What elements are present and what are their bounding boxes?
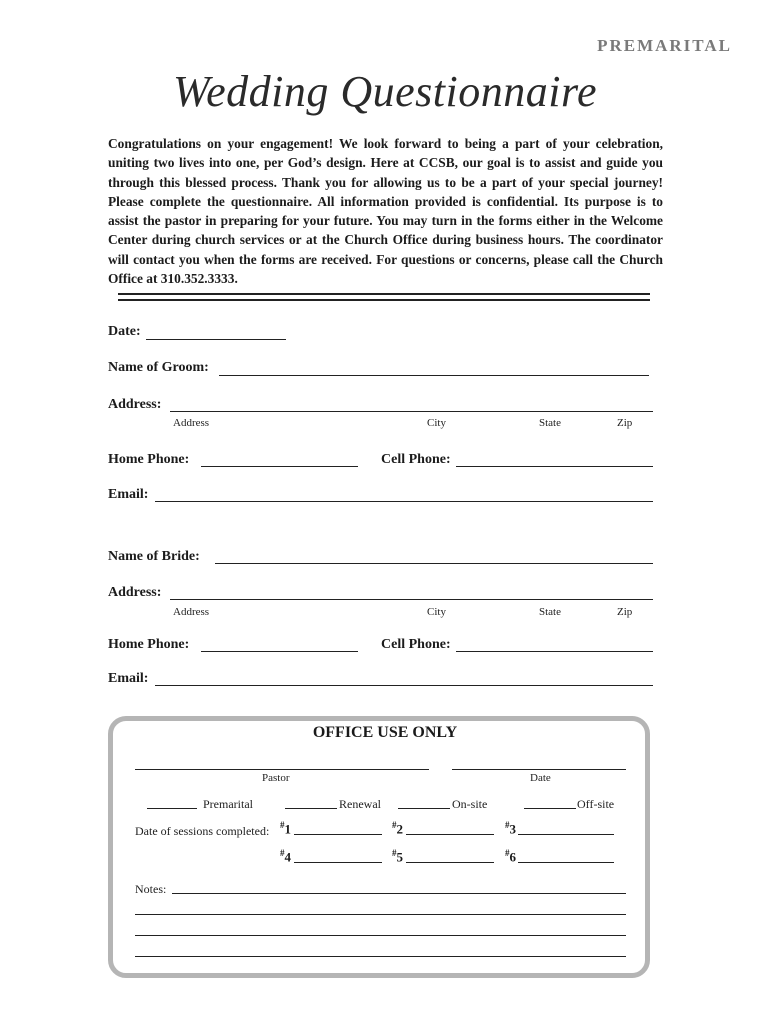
bride-name-label: Name of Bride: xyxy=(108,549,200,564)
pastor-caption: Pastor xyxy=(262,772,290,784)
groom-cell-phone-label: Cell Phone: xyxy=(381,452,451,467)
divider-rule xyxy=(118,299,650,301)
premarital-checkline[interactable] xyxy=(147,808,197,809)
session-4-field[interactable] xyxy=(294,862,382,863)
office-date-field[interactable] xyxy=(452,769,626,770)
page-title: Wedding Questionnaire xyxy=(173,67,597,116)
bride-address-field[interactable] xyxy=(170,599,653,600)
office-date-caption: Date xyxy=(530,772,551,784)
groom-name-field[interactable] xyxy=(219,375,649,376)
state-caption: State xyxy=(539,417,561,429)
bride-address-label: Address: xyxy=(108,585,162,600)
address-caption: Address xyxy=(173,606,210,618)
category-label: PREMARITAL xyxy=(597,36,732,55)
office-use-box xyxy=(108,716,650,978)
session-2-field[interactable] xyxy=(406,834,494,835)
session-2-label: #2 xyxy=(392,820,403,837)
bride-name-field[interactable] xyxy=(215,563,653,564)
address-caption: Address xyxy=(173,417,210,429)
groom-cell-phone-field[interactable] xyxy=(456,466,653,467)
notes-line[interactable] xyxy=(172,893,626,894)
session-5-field[interactable] xyxy=(406,862,494,863)
bride-home-phone-label: Home Phone: xyxy=(108,637,190,652)
renewal-checkline[interactable] xyxy=(285,808,337,809)
bride-cell-phone-field[interactable] xyxy=(456,651,653,652)
onsite-checkline[interactable] xyxy=(398,808,450,809)
bride-email-field[interactable] xyxy=(155,685,653,686)
city-caption: City xyxy=(427,417,446,429)
date-field[interactable] xyxy=(146,339,286,340)
groom-email-field[interactable] xyxy=(155,501,653,502)
notes-label: Notes: xyxy=(135,882,167,896)
offsite-label: Off-site xyxy=(577,797,615,811)
intro-paragraph: Congratulations on your engagement! We look forward to being a part of your celebration, uniting two lives into one, per God’s design. Here at CCSB, our goal is to assist and guide you through this blessed process. Thank you for allowing us to be a part of your special journey! Please complete the questionnaire. All information provided is confidential. Its purpose is to assist the pastor in preparing for your future. You may turn in the forms either in the Welcome Center during church services or at the Church Office during business hours. The coordinator will contact you when the forms are received. For questions or concerns, please call the Church Office at 310.352.3333. xyxy=(108,136,663,287)
sessions-label: Date of sessions completed: xyxy=(135,824,270,838)
onsite-label: On-site xyxy=(452,797,488,811)
office-title: OFFICE USE ONLY xyxy=(312,724,458,741)
groom-address-label: Address: xyxy=(108,397,162,412)
divider-rule xyxy=(118,293,650,295)
session-6-field[interactable] xyxy=(518,862,614,863)
pastor-field[interactable] xyxy=(135,769,429,770)
renewal-label: Renewal xyxy=(339,797,381,811)
session-4-label: #4 xyxy=(280,848,291,865)
session-5-label: #5 xyxy=(392,848,403,865)
premarital-label: Premarital xyxy=(203,797,253,811)
groom-name-label: Name of Groom: xyxy=(108,360,209,375)
session-1-label: #1 xyxy=(280,820,291,837)
groom-home-phone-label: Home Phone: xyxy=(108,452,190,467)
city-caption: City xyxy=(427,606,446,618)
groom-email-label: Email: xyxy=(108,487,149,502)
notes-line[interactable] xyxy=(135,914,626,915)
notes-line[interactable] xyxy=(135,956,626,957)
bride-email-label: Email: xyxy=(108,671,149,686)
state-caption: State xyxy=(539,606,561,618)
session-6-label: #6 xyxy=(505,848,516,865)
offsite-checkline[interactable] xyxy=(524,808,576,809)
zip-caption: Zip xyxy=(617,606,633,618)
session-3-field[interactable] xyxy=(518,834,614,835)
bride-home-phone-field[interactable] xyxy=(201,651,358,652)
bride-cell-phone-label: Cell Phone: xyxy=(381,637,451,652)
zip-caption: Zip xyxy=(617,417,633,429)
notes-line[interactable] xyxy=(135,935,626,936)
session-1-field[interactable] xyxy=(294,834,382,835)
date-label: Date: xyxy=(108,324,141,339)
groom-home-phone-field[interactable] xyxy=(201,466,358,467)
groom-address-field[interactable] xyxy=(170,411,653,412)
session-3-label: #3 xyxy=(505,820,516,837)
